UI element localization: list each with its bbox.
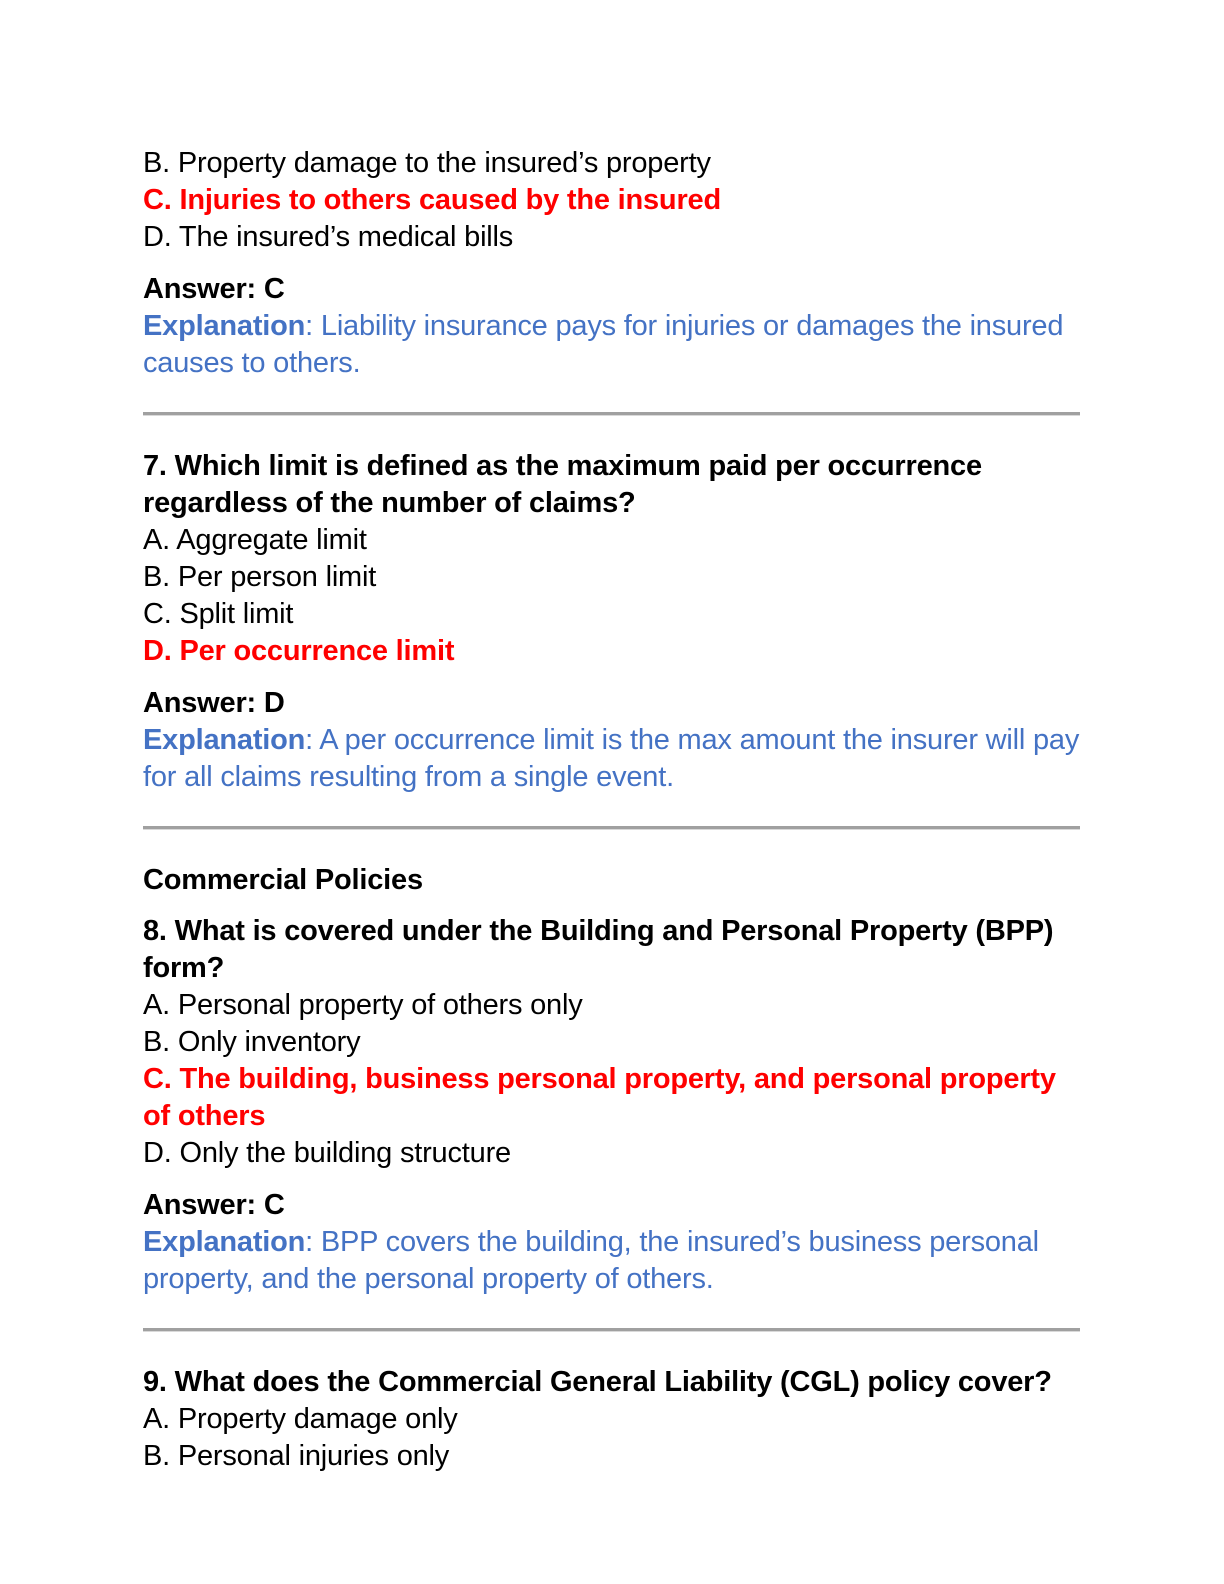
- text-run: Answer: C: [143, 273, 285, 305]
- text-run: Commercial Policies: [143, 864, 423, 896]
- answer-option: [143, 596, 1080, 633]
- answer-option: [143, 522, 1080, 559]
- explanation-text: [143, 1224, 1080, 1298]
- answer-label: [143, 271, 1080, 308]
- text-run: Explanation: [143, 1226, 306, 1258]
- answer-option: [143, 145, 1080, 182]
- text-run: Explanation: [143, 310, 306, 342]
- answer-option: [143, 1401, 1080, 1438]
- text-run: 8. What is covered under the Building and Personal Property (BPP) form?: [143, 915, 1054, 984]
- text-run: : A per occurrence limit is the max amount the insurer will pay for all claims resulting from a single event.: [143, 724, 1080, 793]
- explanation-text: [143, 308, 1080, 382]
- text-run: A. Property damage only: [143, 1403, 458, 1435]
- text-run: B. Personal injuries only: [143, 1440, 450, 1472]
- explanation-text: [143, 722, 1080, 796]
- section-divider: [143, 412, 1080, 416]
- text-run: C. The building, business personal property, and personal property of others: [143, 1063, 1056, 1132]
- text-run: D. The insured’s medical bills: [143, 221, 514, 253]
- answer-option: [143, 987, 1080, 1024]
- text-run: Answer: C: [143, 1189, 285, 1221]
- section-divider: [143, 826, 1080, 830]
- text-run: Explanation: [143, 724, 306, 756]
- question-text: [143, 1364, 1080, 1401]
- text-run: C. Injuries to others caused by the insured: [143, 184, 721, 216]
- question-text: [143, 913, 1080, 987]
- answer-option: [143, 1438, 1080, 1475]
- answer-option: [143, 1135, 1080, 1172]
- text-run: : BPP covers the building, the insured’s business personal property, and the personal property of others.: [143, 1226, 1039, 1295]
- text-run: D. Per occurrence limit: [143, 635, 455, 667]
- answer-label: [143, 685, 1080, 722]
- answer-option-correct: [143, 182, 1080, 219]
- text-run: A. Personal property of others only: [143, 989, 583, 1021]
- answer-option-correct: [143, 633, 1080, 670]
- answer-option-correct: [143, 1061, 1080, 1135]
- text-run: B. Per person limit: [143, 561, 377, 593]
- text-run: B. Property damage to the insured’s property: [143, 147, 711, 179]
- section-divider: [143, 1328, 1080, 1332]
- text-run: D. Only the building structure: [143, 1137, 511, 1169]
- text-run: B. Only inventory: [143, 1026, 361, 1058]
- answer-label: [143, 1187, 1080, 1224]
- section-heading: [143, 862, 1080, 899]
- text-run: C. Split limit: [143, 598, 294, 630]
- text-run: A. Aggregate limit: [143, 524, 367, 556]
- answer-option: [143, 559, 1080, 596]
- text-run: 9. What does the Commercial General Liability (CGL) policy cover?: [143, 1366, 1052, 1398]
- answer-option: [143, 1024, 1080, 1061]
- question-text: [143, 448, 1080, 522]
- answer-option: [143, 219, 1080, 256]
- text-run: : Liability insurance pays for injuries or damages the insured causes to others.: [143, 310, 1064, 379]
- text-run: 7. Which limit is defined as the maximum paid per occurrence regardless of the number of claims?: [143, 450, 982, 519]
- text-run: Answer: D: [143, 687, 285, 719]
